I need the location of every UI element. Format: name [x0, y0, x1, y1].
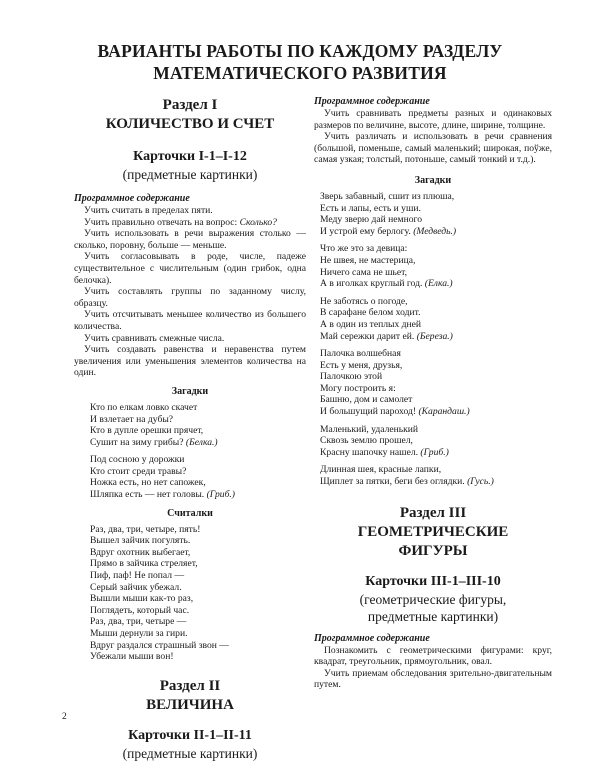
poem-line: Прямо в зайчика стреляет, [90, 558, 198, 570]
section1-program-item: Учить отсчитывать меньшее количество из большего количества. [74, 309, 306, 332]
poem-line: Раз, два, три, четыре — [90, 616, 187, 628]
riddle-answer: (Белка.) [185, 436, 218, 448]
poem-line: Палочкою этой [320, 371, 383, 383]
section2-program-heading: Программное содержание [314, 96, 430, 107]
section1-program-item: Учить согласовывать в роде, числе, падеже существительное с числительным (один грибок, одна белочка). [74, 251, 306, 286]
section2-program-item: Учить сравнивать предметы разных и одинаковых размеров по величине, высоте, длине, ширине, толщине. [314, 108, 552, 131]
right-column [314, 96, 552, 691]
section1-program-item [74, 217, 306, 229]
section3-cards-sub1: (геометрические фигуры, [359, 591, 507, 607]
riddle-medved [314, 191, 552, 237]
poem-line: Раз, два, три, четыре, пять! [90, 523, 201, 535]
section2-riddles-heading: Загадки [414, 174, 452, 186]
program-text: Учить правильно отвечать на вопрос: [84, 216, 240, 228]
section1-program-item: Учить сравнивать смежные числа. [84, 332, 225, 344]
section2-cards-sub: (предметные картинки) [122, 745, 258, 761]
section1-title-line1: Раздел I [162, 97, 218, 113]
poem-line: Не заботясь о погоде, [320, 295, 408, 307]
section3-title-line3: ФИГУРЫ [398, 542, 468, 559]
riddle-belka [74, 402, 306, 448]
riddle-answer: (Гусь.) [467, 476, 494, 488]
poem-line: Пиф, паф! Не попал — [90, 570, 185, 582]
poem-line: А в один из теплых дней [320, 318, 422, 330]
counting-rhymes [74, 524, 306, 663]
poem-line: Вышел зайчик погулять. [90, 535, 191, 547]
section1-title-line2: КОЛИЧЕСТВО И СЧЕТ [105, 116, 275, 132]
section2-title-line1: Раздел II [159, 677, 221, 694]
riddle-answer: (Медведь.) [413, 225, 457, 237]
section2-program-item: Учить различать и использовать в речи сравнения (большой, поменьше, самый маленький; широкая, поўже, самая узкая; толстый, потоньше, самый тонкий и т.д.). [314, 131, 552, 166]
section1-counting-heading: Считалки [167, 507, 213, 519]
program-question: Сколько? [239, 216, 277, 228]
poem-text: Май сережки дарит ей. [320, 330, 417, 342]
section1-program-item: Учить использовать в речи выражения столько — сколько, поровну, больше — меньше. [74, 228, 306, 251]
poem-line: Есть у меня, друзья, [320, 359, 403, 371]
poem-text: И большущий пароход! [320, 406, 419, 418]
riddle-bereza [314, 296, 552, 342]
riddle-answer: (Гриб.) [420, 446, 449, 458]
poem-line: Мыши дернули за гири. [90, 628, 188, 639]
poem-line: Ножка есть, но нет сапожек, [90, 477, 206, 489]
poem-line: Зверь забавный, сшит из плюша, [320, 190, 455, 202]
poem-line: И взлетает на дубы? [90, 413, 174, 425]
page-number: 2 [62, 712, 67, 722]
section1-program-item: Учить считать в пределах пяти. [84, 205, 213, 216]
section3-cards: Карточки III-1–III-10 [365, 573, 501, 589]
poem-line: Ничего сама не шьет, [320, 266, 408, 278]
poem-line: Маленький, удаленький [320, 423, 419, 435]
poem-line: Кто стоит среди травы? [90, 465, 187, 477]
poem-line: Башню, дом и самолет [320, 394, 413, 406]
poem-line: Длинная шея, красные лапки, [320, 464, 442, 476]
poem-line: Что же это за девица: [320, 243, 408, 255]
section1-cards: Карточки I-1–I-12 [133, 149, 247, 164]
riddle-elka [314, 243, 552, 289]
section1-cards-sub: (предметные картинки) [122, 167, 258, 182]
poem-line [90, 437, 306, 449]
riddle-answer: (Елка.) [424, 278, 453, 290]
poem-line: Кто по елкам ловко скачет [90, 401, 198, 413]
section3-program-heading: Программное содержание [314, 632, 430, 644]
poem-line: Вдруг раздался страшный звон — [90, 639, 229, 651]
poem-line: Могу построить я: [320, 382, 396, 394]
section3-title-line2: ГЕОМЕТРИЧЕСКИЕ [357, 523, 509, 540]
section1-program-heading: Программное содержание [74, 193, 190, 204]
poem-line: Есть и лапы, есть и уши. [320, 202, 421, 214]
riddle-answer: (Гриб.) [206, 489, 236, 501]
section1-program-item: Учить составлять группы по заданному числу, образцу. [74, 286, 306, 309]
section3-program-item: Учить приемам обследования зрительно-двигательным путем. [314, 667, 552, 691]
poem-line: Сквозь землю прошел, [320, 435, 413, 447]
poem-text: Красну шапочку нашел. [320, 446, 421, 458]
poem-line: Вдруг охотник выбегает, [90, 546, 191, 558]
riddle-answer: (Береза.) [416, 330, 453, 342]
poem-text: И устрой ему берлогу. [320, 225, 414, 237]
poem-line: Убежали мыши вон! [90, 651, 174, 663]
section2-cards: Карточки II-1–II-11 [128, 727, 252, 743]
poem-line: Кто в дупле орешки прячет, [90, 425, 204, 437]
poem-line: Серый зайчик убежал. [90, 581, 182, 593]
poem-text: Сушит на зиму грибы? [90, 436, 186, 448]
poem-line [320, 226, 552, 238]
poem-line [90, 489, 306, 501]
poem-line [320, 278, 552, 290]
riddle-answer: (Карандаш.) [418, 406, 470, 418]
poem-line: Палочка волшебная [320, 348, 401, 360]
poem-line: Вышли мыши как-то раз, [90, 593, 194, 605]
poem-line: Поглядеть, который час. [90, 604, 190, 616]
poem-line [320, 406, 552, 418]
riddle-karandash [314, 348, 552, 418]
riddle-grib2 [314, 424, 552, 459]
riddle-grib [74, 454, 306, 500]
poem-line [320, 476, 552, 488]
page-title: ВАРИАНТЫ РАБОТЫ ПО КАЖДОМУ РАЗДЕЛУ МАТЕМАТИЧЕСКОГО РАЗВИТИЯ [97, 41, 503, 83]
section3-program-item: Познакомить с геометрическими фигурами: круг, квадрат, треугольник, прямоугольник, овал. [314, 644, 552, 668]
left-column [74, 96, 306, 762]
poem-line: В сарафане белом ходит. [320, 307, 421, 319]
section3-title-line1: Раздел III [399, 504, 467, 521]
section1-riddles-heading: Загадки [171, 385, 209, 397]
section2-title-line2: ВЕЛИЧИНА [146, 696, 234, 713]
poem-line [320, 331, 552, 343]
poem-text: Щиплет за пятки, беги без оглядки. [320, 476, 468, 488]
poem-text: Шляпка есть — нет головы. [90, 489, 207, 501]
section3-cards-sub2: предметные картинки) [367, 608, 499, 624]
poem-text: А в иголках круглый год. [320, 278, 425, 290]
poem-line: Под сосною у дорожки [90, 454, 185, 466]
poem-line: Меду зверю дай немного [320, 214, 423, 226]
poem-line [320, 447, 552, 459]
section1-program-item: Учить создавать равенства и неравенства путем увеличения или уменьшения элементов количества на один. [74, 344, 306, 379]
poem-line: Не швея, не мастерица, [320, 254, 416, 266]
riddle-gus [314, 464, 552, 487]
